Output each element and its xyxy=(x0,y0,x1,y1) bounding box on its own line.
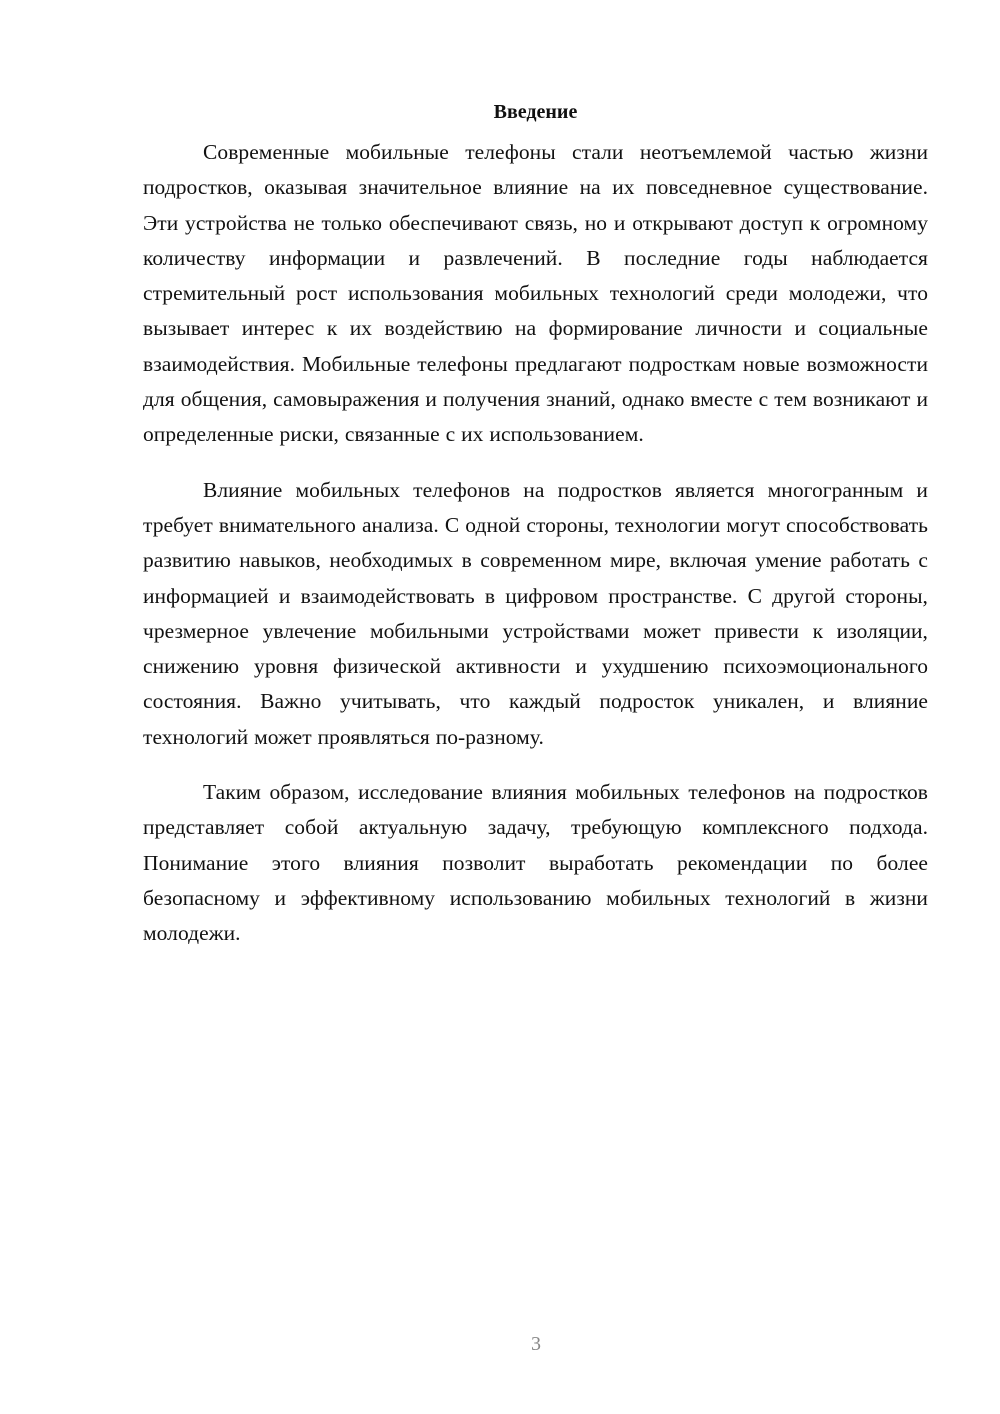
section-heading: Введение xyxy=(493,101,578,123)
paragraph-1: Современные мобильные телефоны стали неотъемлемой частью жизни подростков, оказывая значительное влияние на их повседневное существование. Эти устройства не только обеспечивают связь, но и открывают доступ к огромному количеству информации и развлечений. В последние годы наблюдается стремительный рост использования мобильных технологий среди молодежи, что вызывает интерес к их воздействию на формирование личности и социальные взаимодействия. Мобильные телефоны предлагают подросткам новые возможности для общения, самовыражения и получения знаний, однако вместе с тем возникают и определенные риски, связанные с их использованием. xyxy=(143,140,928,447)
paragraph-2: Влияние мобильных телефонов на подростков является многогранным и требует внимательного анализа. С одной стороны, технологии могут способствовать развитию навыков, необходимых в современном мире, включая умение работать с информацией и взаимодействовать в цифровом пространстве. С другой стороны, чрезмерное увлечение мобильными устройствами может привести к изоляции, снижению уровня физической активности и ухудшению психоэмоционального состояния. Важно учитывать, что каждый подросток уникален, и влияние технологий может проявляться по-разному. xyxy=(143,477,928,749)
page-content xyxy=(143,98,928,972)
page-number: 3 xyxy=(531,1333,541,1355)
paragraph-3: Таким образом, исследование влияния мобильных телефонов на подростков представляет собой актуальную задачу, требующую комплексного подхода. Понимание этого влияния позволит выработать рекомендации по более безопасному и эффективному использованию мобильных технологий в жизни молодежи. xyxy=(143,780,928,946)
